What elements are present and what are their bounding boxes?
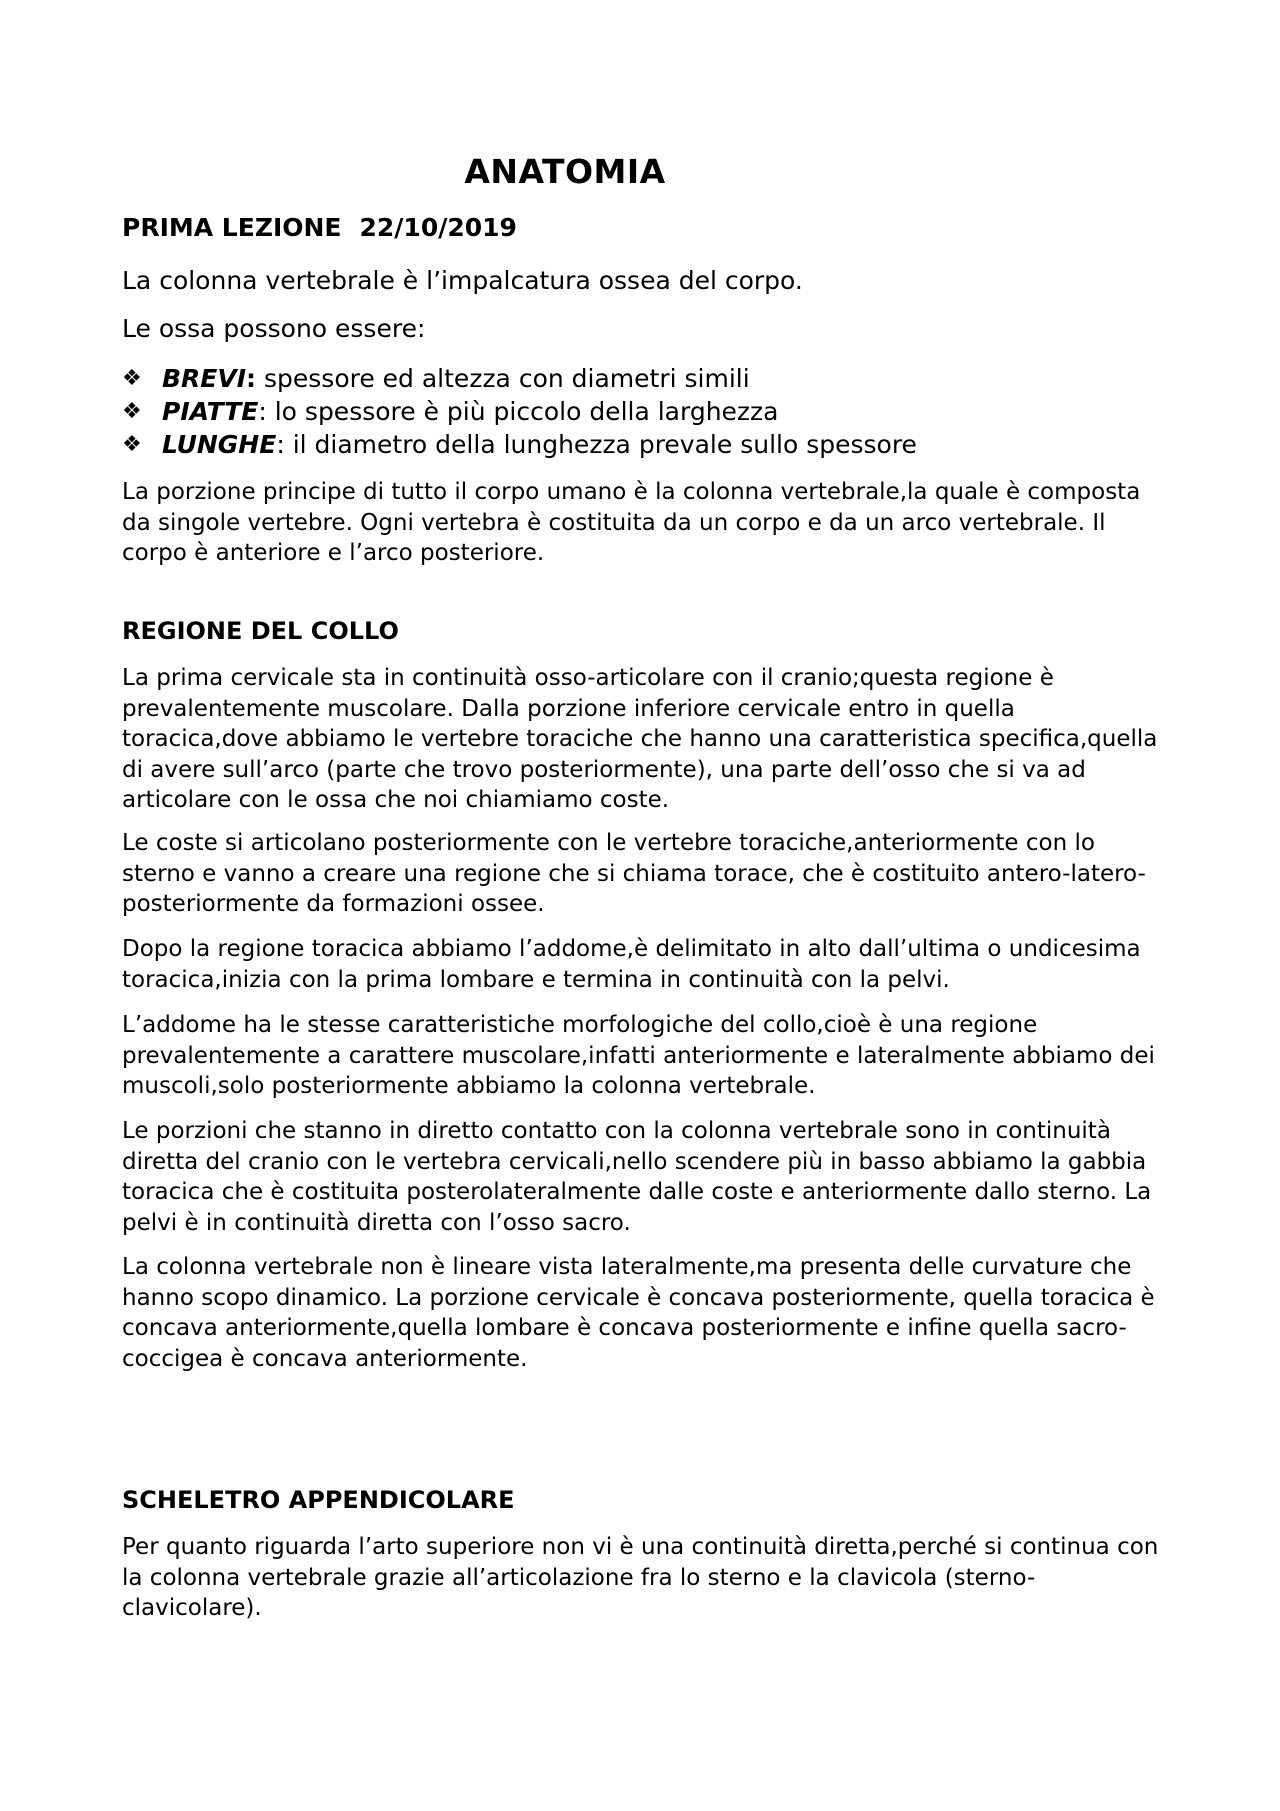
lesson-label: PRIMA LEZIONE xyxy=(122,213,342,242)
bullet-separator: : xyxy=(276,430,285,459)
lesson-date: 22/10/2019 xyxy=(359,213,517,242)
paragraph-contact-portions: Le porzioni che stanno in diretto contatto con la colonna vertebrale sono in continuità diretta del cranio con le vertebra cervicali,nello scendere più in basso abbiamo la gabbia toracica che è costituita posterolateralmente dalle coste e anteriormente dallo sterno. La pelvi è in continuità diretta con l’osso sacro. xyxy=(122,1118,1152,1236)
list-item xyxy=(122,395,1172,428)
bullet-separator: : xyxy=(246,364,257,393)
diamond-star-icon: ❖ xyxy=(122,366,142,391)
intro-sentence-1: La colonna vertebrale è l’impalcatura ossea del corpo. xyxy=(122,266,803,295)
bullet-separator: : xyxy=(258,397,267,426)
diamond-star-icon: ❖ xyxy=(122,432,142,457)
document-title: ANATOMIA xyxy=(464,152,666,191)
bullet-text: il diametro della lunghezza prevale sullo spessore xyxy=(284,430,917,459)
bullet-text: lo spessore è più piccolo della larghezza xyxy=(266,397,779,426)
paragraph-cervical: La prima cervicale sta in continuità osso-articolare con il cranio;questa regione è prevalentemente muscolare. Dalla porzione inferiore cervicale entro in quella toracica,dove abbiamo le vertebre toraciche che hanno una caratteristica specifica,quella di avere sull’arco (parte che trovo posteriormente), una parte dell’osso che si va ad articolare con le ossa che noi chiamiamo coste. xyxy=(122,665,1158,813)
bullet-term: LUNGHE xyxy=(162,430,277,459)
paragraph-upper-limb: Per quanto riguarda l’arto superiore non vi è una continuità diretta,perché si continua con la colonna vertebrale grazie all’articolazione fra lo sterno e la clavicola (sterno-clavicolare). xyxy=(122,1534,1159,1621)
paragraph-vertebral-column: La porzione principe di tutto il corpo umano è la colonna vertebrale,la quale è composta da singole vertebre. Ogni vertebra è costituita da un corpo e da un arco vertebrale. Il corpo è anteriore e l’arco posteriore. xyxy=(122,479,1141,566)
bullet-term: BREVI xyxy=(162,364,247,393)
paragraph-abdomen-traits: L’addome ha le stesse caratteristiche morfologiche del collo,cioè è una regione prevalentemente a carattere muscolare,infatti anteriormente e lateralmente abbiamo dei muscoli,solo posteriormente abbiamo la colonna vertebrale. xyxy=(122,1012,1155,1099)
paragraph-curvatures: La colonna vertebrale non è lineare vista lateralmente,ma presenta delle curvature che hanno scopo dinamico. La porzione cervicale è concava posteriormente, quella toracica è concava anteriormente,quella lombare è concava posteriormente e infine quella sacro-coccigea è concava anteriormente. xyxy=(122,1254,1155,1372)
diamond-star-icon: ❖ xyxy=(122,399,142,424)
bullet-term: PIATTE xyxy=(162,397,259,426)
list-item xyxy=(122,428,1172,461)
bullet-text: spessore ed altezza con diametri simili xyxy=(256,364,750,393)
paragraph-abdomen-limits: Dopo la regione toracica abbiamo l’addome,è delimitato in alto dall’ultima o undicesima toracica,inizia con la prima lombare e termina in continuità con la pelvi. xyxy=(122,936,1141,993)
section-heading-scheletro: SCHELETRO APPENDICOLARE xyxy=(122,1486,515,1514)
list-item xyxy=(122,362,1172,395)
lesson-heading xyxy=(122,213,1172,242)
paragraph-ribs: Le coste si articolano posteriormente con le vertebre toraciche,anteriormente con lo sterno e vanno a creare una regione che si chiama torace, che è costituito antero-latero-posteriormente da formazioni ossee. xyxy=(122,830,1146,917)
bone-types-list xyxy=(122,362,1172,461)
intro-sentence-2: Le ossa possono essere: xyxy=(122,314,426,343)
section-heading-collo: REGIONE DEL COLLO xyxy=(122,617,399,645)
